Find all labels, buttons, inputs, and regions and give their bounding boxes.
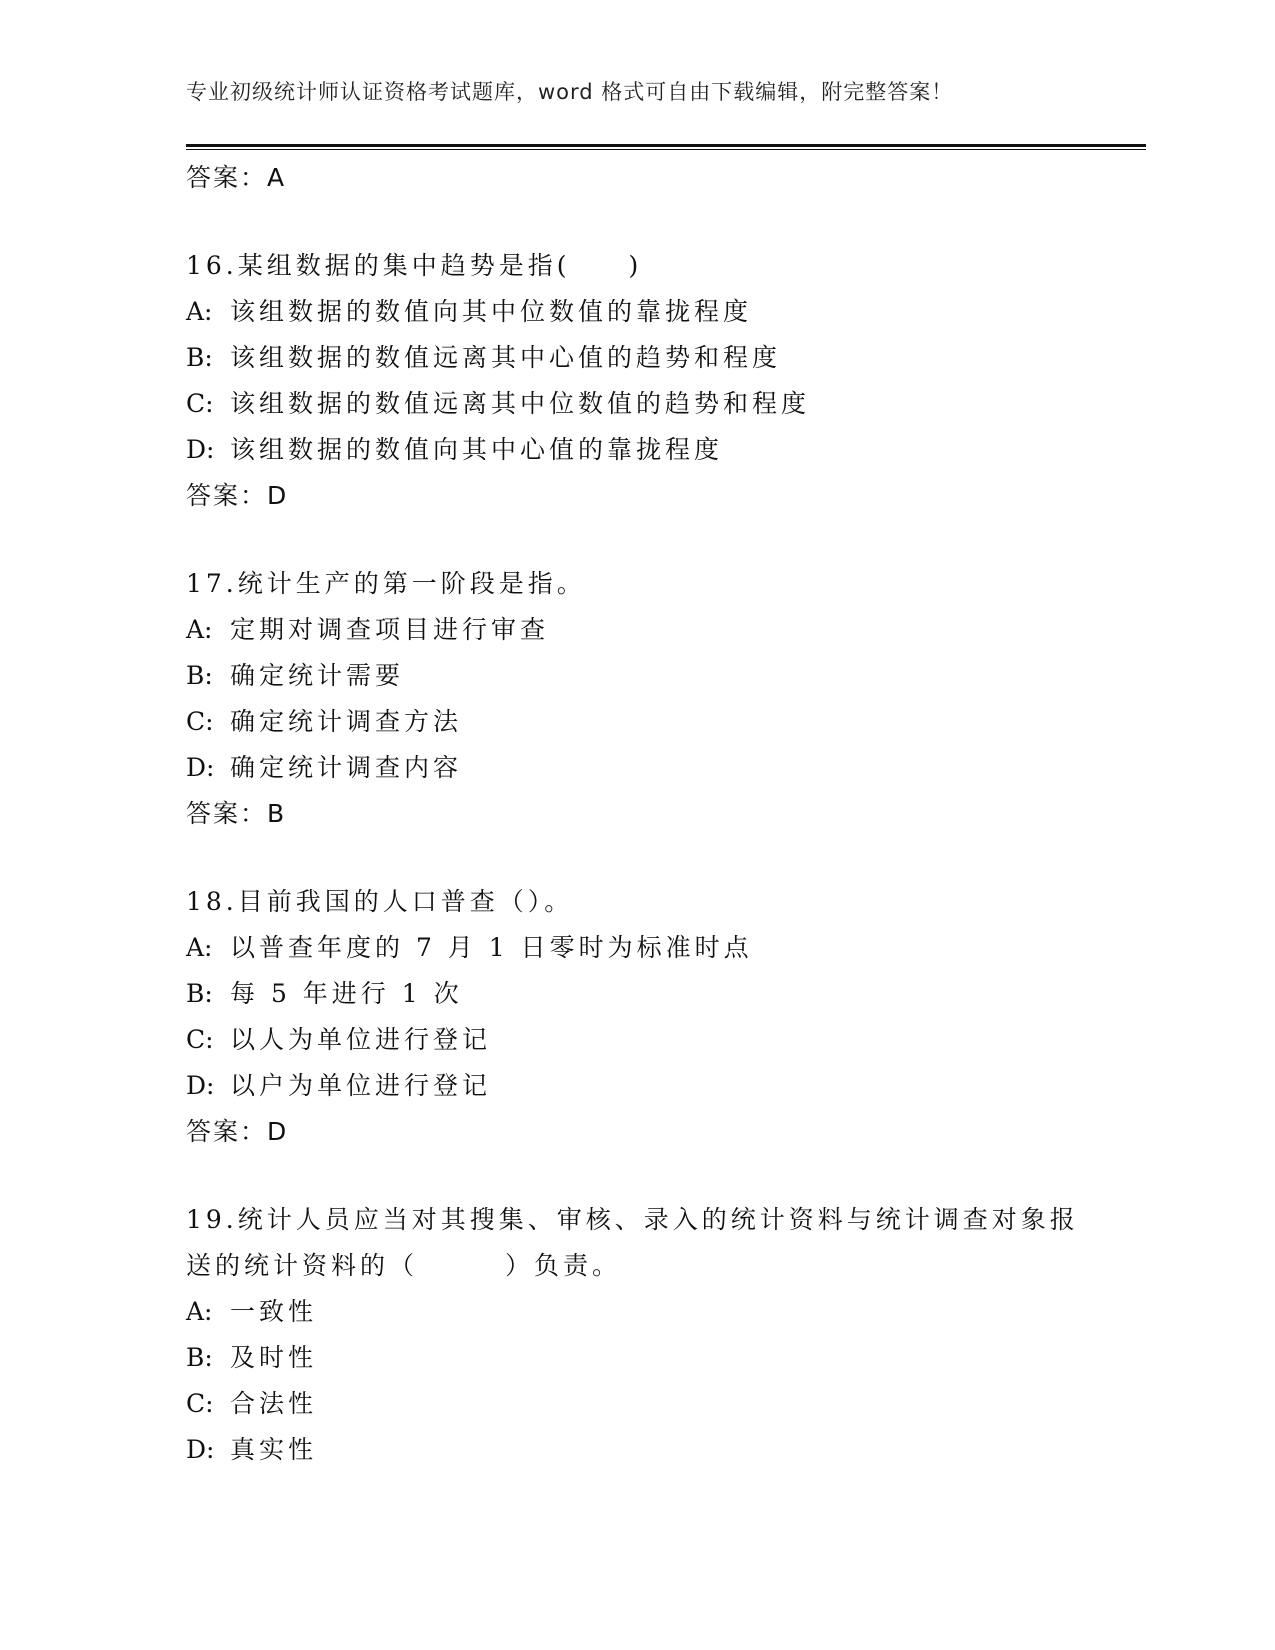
question-19 xyxy=(186,1197,1086,1473)
header-divider xyxy=(186,144,1146,147)
option-key: C: xyxy=(186,1025,214,1054)
question-list xyxy=(186,155,1086,1473)
option-key: C: xyxy=(186,707,214,736)
option-b xyxy=(186,653,1086,699)
option-d xyxy=(186,1063,1086,1109)
option-text: 合法性 xyxy=(230,1389,318,1418)
option-text: 该组数据的数值远离其中位数值的趋势和程度 xyxy=(230,389,811,418)
option-text: 真实性 xyxy=(230,1435,318,1464)
option-key: A: xyxy=(186,1297,213,1326)
option-a xyxy=(186,1289,1086,1335)
option-text: 确定统计需要 xyxy=(230,661,405,690)
answer-label: 答案： xyxy=(186,163,268,192)
option-d xyxy=(186,745,1086,791)
question-stem: 16.某组数据的集中趋势是指( ) xyxy=(186,251,643,280)
option-c xyxy=(186,1017,1086,1063)
option-a xyxy=(186,289,1086,335)
question-stem: 18.目前我国的人口普查（）。 xyxy=(186,887,574,916)
answer-value: D xyxy=(267,1117,288,1146)
option-c xyxy=(186,699,1086,745)
option-key: B: xyxy=(186,1343,213,1372)
answer-label: 答案： xyxy=(186,1117,268,1146)
answer-label: 答案： xyxy=(186,799,268,828)
option-text: 以人为单位进行登记 xyxy=(230,1025,492,1054)
header-divider-thin xyxy=(186,149,1146,150)
option-text: 定期对调查项目进行审查 xyxy=(230,615,550,644)
option-key: C: xyxy=(186,1389,214,1418)
answer-value: A xyxy=(267,163,286,192)
answer-line xyxy=(186,1109,1086,1155)
question-16 xyxy=(186,243,1086,519)
answer-label: 答案： xyxy=(186,481,268,510)
option-c xyxy=(186,1381,1086,1427)
option-text: 确定统计调查内容 xyxy=(230,753,463,782)
option-b xyxy=(186,335,1086,381)
question-stem: 19.统计人员应当对其搜集、审核、录入的统计资料与统计调查对象报送的统计资料的（ ）负责。 xyxy=(186,1205,1079,1280)
option-key: A: xyxy=(186,933,213,962)
option-text: 以普查年度的 7 月 1 日零时为标准时点 xyxy=(230,933,753,962)
option-text: 该组数据的数值向其中位数值的靠拢程度 xyxy=(230,297,753,326)
option-c xyxy=(186,381,1086,427)
answer-value: B xyxy=(267,799,286,828)
question-18 xyxy=(186,879,1086,1155)
option-key: C: xyxy=(186,389,214,418)
option-text: 每 5 年进行 1 次 xyxy=(230,979,463,1008)
option-key: B: xyxy=(186,661,213,690)
option-text: 确定统计调查方法 xyxy=(230,707,463,736)
option-key: A: xyxy=(186,297,213,326)
option-key: A: xyxy=(186,615,213,644)
option-key: D: xyxy=(186,435,215,464)
answer-line xyxy=(186,155,1086,201)
option-key: B: xyxy=(186,979,213,1008)
option-text: 一致性 xyxy=(230,1297,318,1326)
option-text: 以户为单位进行登记 xyxy=(230,1071,492,1100)
option-key: D: xyxy=(186,1435,215,1464)
question-stem: 17.统计生产的第一阶段是指。 xyxy=(186,569,586,598)
question-17 xyxy=(186,561,1086,837)
option-d xyxy=(186,1427,1086,1473)
option-key: D: xyxy=(186,1071,215,1100)
option-a xyxy=(186,607,1086,653)
option-a xyxy=(186,925,1086,971)
option-key: D: xyxy=(186,753,215,782)
page-header: 专业初级统计师认证资格考试题库，word 格式可自由下载编辑，附完整答案！ xyxy=(186,80,954,104)
option-text: 该组数据的数值远离其中心值的趋势和程度 xyxy=(230,343,782,372)
option-key: B: xyxy=(186,343,213,372)
answer-line xyxy=(186,473,1086,519)
answer-value: D xyxy=(267,481,288,510)
option-d xyxy=(186,427,1086,473)
option-b xyxy=(186,971,1086,1017)
option-text: 及时性 xyxy=(230,1343,318,1372)
answer-line xyxy=(186,791,1086,837)
option-b xyxy=(186,1335,1086,1381)
option-text: 该组数据的数值向其中心值的靠拢程度 xyxy=(230,435,724,464)
